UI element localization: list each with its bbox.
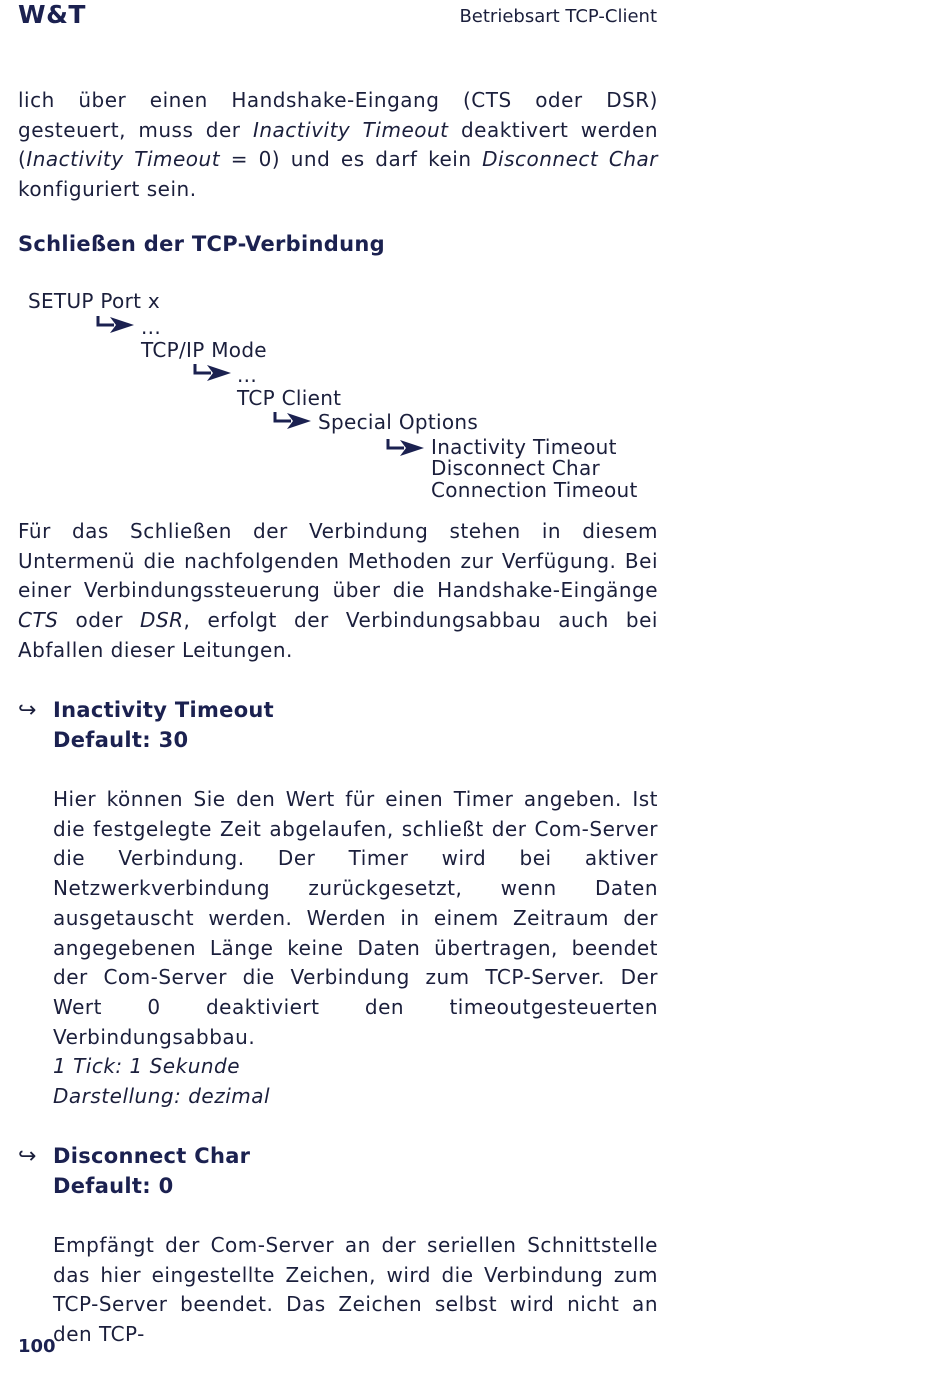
intro-term-disconnect-char: Disconnect Char xyxy=(482,147,658,172)
methods-term-dsr: DSR xyxy=(140,608,184,633)
menu-ellipsis-2: ... xyxy=(237,363,257,387)
option-disconnect-char-default: Default: 0 xyxy=(53,1174,174,1198)
menu-arrow-2-icon xyxy=(193,362,235,384)
menu-item-connection-timeout: Connection Timeout xyxy=(431,478,638,502)
menu-arrow-3-icon xyxy=(273,410,315,432)
section-heading: Schließen der TCP-Verbindung xyxy=(18,232,385,256)
menu-special-options: Special Options xyxy=(318,410,479,434)
menu-item-inactivity-timeout: Inactivity Timeout xyxy=(431,435,617,459)
intro-text-2: deaktivert werden ( xyxy=(18,117,659,172)
methods-text-3: , erfolgt der Verbindungsabbau auch bei Abfallen dieser Leitungen. xyxy=(18,608,658,662)
option-hook-arrow-icon: ↪ xyxy=(18,698,37,723)
note-representation: Darstellung: dezimal xyxy=(53,1083,271,1108)
methods-term-cts: CTS xyxy=(18,608,59,633)
menu-arrow-4-icon xyxy=(386,437,428,459)
menu-tcpip-mode: TCP/IP Mode xyxy=(141,338,267,362)
intro-term-inactivity-timeout: Inactivity Timeout xyxy=(252,117,449,142)
methods-text-1: Für das Schließen der Verbindung stehen in diesem Untermenü die nachfolgenden Methoden zur Verfügung. Bei einer Verbindungssteuerung über die Handshake-Eingänge xyxy=(18,519,658,603)
page-number: 100 xyxy=(18,1336,56,1357)
running-header-chapter: Betriebsart TCP-Client xyxy=(459,6,657,27)
menu-tcp-client: TCP Client xyxy=(237,386,342,410)
menu-item-disconnect-char: Disconnect Char xyxy=(431,456,601,480)
intro-paragraph xyxy=(18,86,658,205)
option-disconnect-char-title: Disconnect Char xyxy=(53,1144,251,1168)
intro-text-3: = 0) und es darf kein xyxy=(220,147,483,172)
option-inactivity-timeout-title: Inactivity Timeout xyxy=(53,698,275,722)
publisher-logo: W&T xyxy=(18,0,86,29)
intro-text-1: lich über einen Handshake-Eingang (CTS oder DSR) gesteuert, muss der xyxy=(18,88,658,142)
methods-paragraph xyxy=(18,517,658,666)
note-tick: 1 Tick: 1 Sekunde xyxy=(53,1054,241,1078)
option-inactivity-timeout-notes xyxy=(53,1052,270,1111)
methods-text-2: oder xyxy=(58,608,141,633)
menu-ellipsis-1: ... xyxy=(141,315,161,339)
intro-text-4: konfiguriert sein. xyxy=(18,177,197,202)
option-inactivity-timeout-default: Default: 30 xyxy=(53,728,189,752)
menu-setup-port: SETUP Port x xyxy=(28,289,161,313)
option-inactivity-timeout-description: Hier können Sie den Wert für einen Timer angeben. Ist die festgelegte Zeit abgelaufen, schließt der Com-Server die Verbindung. Der Timer wird bei aktiver Netzwerkverbindung zurückgesetzt, wenn Daten ausgetauscht werden. Werden in einem Zeitraum der angegebenen Länge keine Daten übertragen, beendet der Com-Server die Verbindung zum TCP-Server. Der Wert 0 deaktiviert den timeoutgesteuerten Verbindungsabbau. xyxy=(53,787,658,1049)
option-hook-arrow-2-icon: ↪ xyxy=(18,1144,37,1169)
intro-term-inactivity-timeout-2: Inactivity Timeout xyxy=(26,147,221,172)
option-disconnect-char-description: Empfängt der Com-Server an der seriellen Schnittstelle das hier eingestellte Zeichen, wird die Verbindung zum TCP-Server beendet. Das Zeichen selbst wird nicht an den TCP- xyxy=(53,1233,658,1347)
menu-arrow-1-icon xyxy=(96,314,138,336)
